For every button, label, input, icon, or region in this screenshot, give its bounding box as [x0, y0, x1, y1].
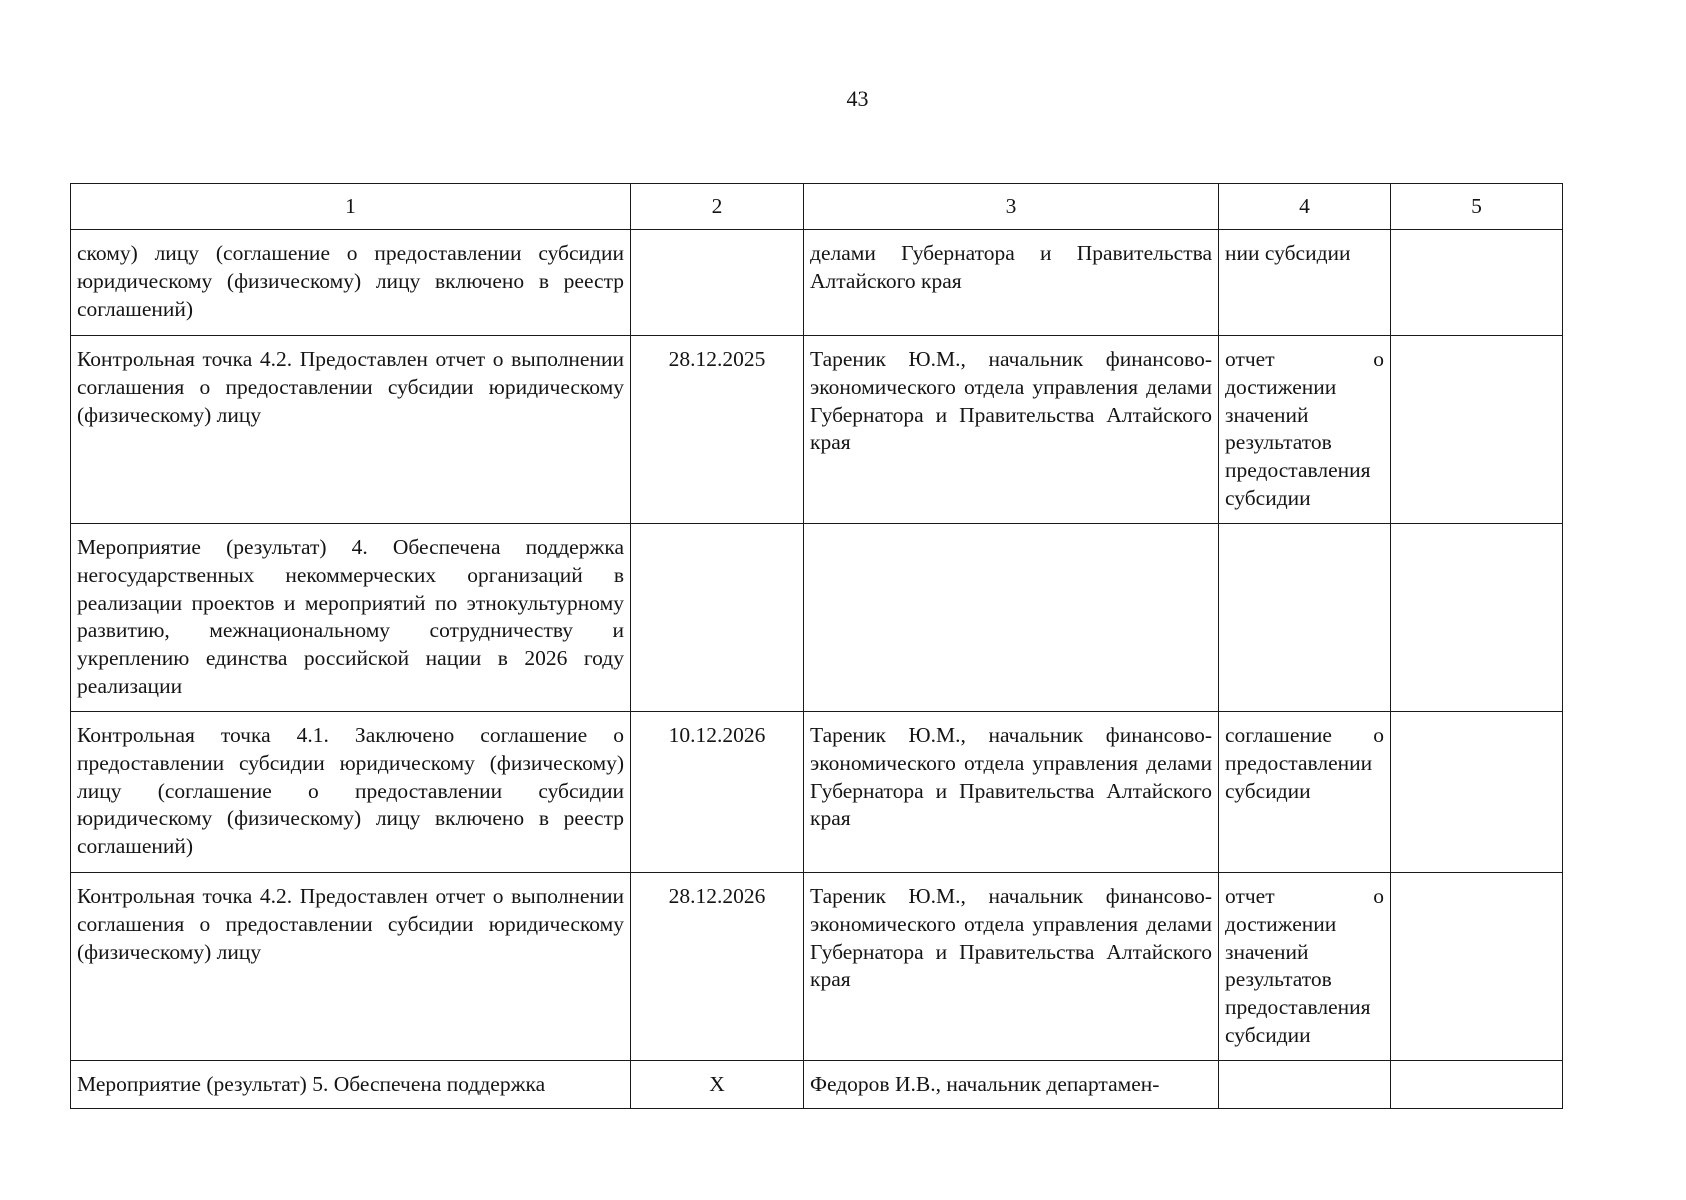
- cell-description: Контрольная точка 4.1. Заключено соглашение о предоставлении субсидии юридическому (физическому) лицу (соглашение о предоставлении субсидии юридическому (физическому) лицу включено в реестр соглашений): [71, 712, 631, 873]
- cell-responsible: Тареник Ю.М., начальник финансово-экономического отдела управления делами Губернатора и Правительства Алтайского края: [804, 336, 1219, 524]
- cell-date: 28.12.2025: [631, 336, 804, 524]
- cell-note: [1391, 873, 1563, 1061]
- cell-date: 10.12.2026: [631, 712, 804, 873]
- cell-date: [631, 524, 804, 712]
- cell-date: Х: [631, 1061, 804, 1109]
- cell-note: [1391, 1061, 1563, 1109]
- header-row: [71, 184, 1563, 230]
- table-header: [71, 184, 1563, 230]
- cell-document: отчет о достижении значений результатов предоставления субсидии: [1219, 873, 1391, 1061]
- cell-description: Контрольная точка 4.2. Предоставлен отчет о выполнении соглашения о предоставлении субсидии юридическому (физическому) лицу: [71, 873, 631, 1061]
- header-cell-3: 3: [804, 184, 1219, 230]
- cell-responsible: Тареник Ю.М., начальник финансово-экономического отдела управления делами Губернатора и Правительства Алтайского края: [804, 873, 1219, 1061]
- header-cell-5: 5: [1391, 184, 1563, 230]
- table-row: [71, 336, 1563, 524]
- cell-document: [1219, 1061, 1391, 1109]
- page-number: 43: [846, 86, 869, 111]
- cell-document: нии субсидии: [1219, 230, 1391, 336]
- cell-responsible: Тареник Ю.М., начальник финансово-экономического отдела управления делами Губернатора и Правительства Алтайского края: [804, 712, 1219, 873]
- cell-description: Контрольная точка 4.2. Предоставлен отчет о выполнении соглашения о предоставлении субсидии юридическому (физическому) лицу: [71, 336, 631, 524]
- table-body: [71, 230, 1563, 1109]
- table-row: [71, 230, 1563, 336]
- cell-responsible: [804, 524, 1219, 712]
- table-row: [71, 873, 1563, 1061]
- table-row: [71, 712, 1563, 873]
- cell-note: [1391, 336, 1563, 524]
- plan-table: [70, 183, 1563, 1109]
- cell-date: 28.12.2026: [631, 873, 804, 1061]
- cell-responsible: Федоров И.В., начальник департамен-: [804, 1061, 1219, 1109]
- table-row: [71, 1061, 1563, 1109]
- cell-description: Мероприятие (результат) 5. Обеспечена поддержка: [71, 1061, 631, 1109]
- header-cell-1: 1: [71, 184, 631, 230]
- cell-description: Мероприятие (результат) 4. Обеспечена поддержка негосударственных некоммерческих организаций в реализации проектов и мероприятий по этнокультурному развитию, межнациональному сотрудничеству и укреплению единства российской нации в 2026 году реализации: [71, 524, 631, 712]
- cell-document: отчет о достижении значений результатов предоставления субсидии: [1219, 336, 1391, 524]
- cell-description: скому) лицу (соглашение о предоставлении субсидии юридическому (физическому) лицу включено в реестр соглашений): [71, 230, 631, 336]
- cell-document: [1219, 524, 1391, 712]
- cell-date: [631, 230, 804, 336]
- table-row: [71, 524, 1563, 712]
- cell-responsible: делами Губернатора и Правительства Алтайского края: [804, 230, 1219, 336]
- cell-note: [1391, 524, 1563, 712]
- cell-note: [1391, 230, 1563, 336]
- header-cell-4: 4: [1219, 184, 1391, 230]
- cell-note: [1391, 712, 1563, 873]
- cell-document: соглашение о предоставлении субсидии: [1219, 712, 1391, 873]
- header-cell-2: 2: [631, 184, 804, 230]
